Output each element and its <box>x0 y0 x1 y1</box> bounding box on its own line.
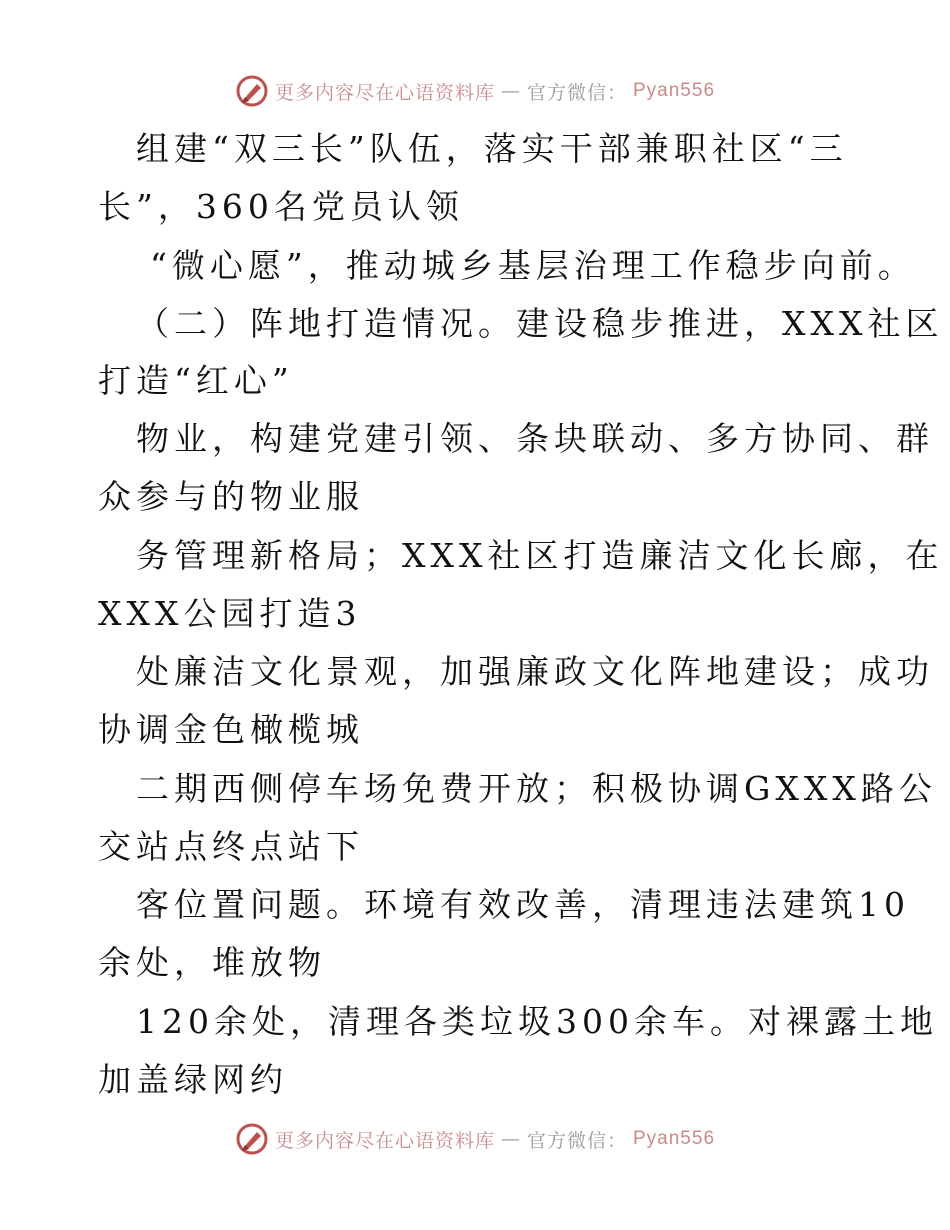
text-line: 120余处，清理各类垃圾300余车。对裸露土地 <box>136 1002 938 1041</box>
text-line: 二期西侧停车场免费开放；积极协调GXXX路公 <box>136 769 937 808</box>
text-line: “微心愿”，推动城乡基层治理工作稳步向前。 <box>150 246 916 285</box>
watermark-dash: — <box>500 80 521 102</box>
text-line: 组建“双三长”队伍，落实干部兼职社区“三 <box>136 129 848 168</box>
watermark-wechat-id: Pyan556 <box>633 1128 716 1149</box>
text-line: 余处，堆放物 <box>98 943 326 982</box>
text-line: 客位置问题。环境有效改善，清理违法建筑10 <box>136 885 910 924</box>
watermark-brand: 更多内容尽在心语资料库 <box>274 81 495 104</box>
pen-logo-icon <box>235 1122 269 1156</box>
text-line: 协调金色橄榄城 <box>98 710 364 749</box>
text-line: 务管理新格局；XXX社区打造廉洁文化长廊，在 <box>136 536 944 575</box>
pen-logo-icon <box>235 74 269 108</box>
text-line: 长”，360名党员认领 <box>98 187 464 226</box>
footer-watermark <box>0 1119 950 1159</box>
text-line: 打造“红心” <box>98 361 294 400</box>
text-line: 交站点终点站下 <box>98 827 364 866</box>
text-line: 加盖绿网约 <box>98 1060 288 1099</box>
text-line: 众参与的物业服 <box>98 477 364 516</box>
watermark-wechat-id: Pyan556 <box>633 80 716 101</box>
watermark-brand: 更多内容尽在心语资料库 <box>274 1129 495 1152</box>
watermark-label: 官方微信： <box>526 81 627 104</box>
text-line: 处廉洁文化景观，加强廉政文化阵地建设；成功 <box>136 652 934 691</box>
text-line: XXX公园打造3 <box>98 594 362 633</box>
header-watermark <box>0 71 950 111</box>
text-line: 物业，构建党建引领、条块联动、多方协同、群 <box>136 419 934 458</box>
watermark-label: 官方微信： <box>526 1129 627 1152</box>
watermark-dash: — <box>500 1128 521 1150</box>
text-line: （二）阵地打造情况。建设稳步推进，XXX社区 <box>136 304 944 343</box>
